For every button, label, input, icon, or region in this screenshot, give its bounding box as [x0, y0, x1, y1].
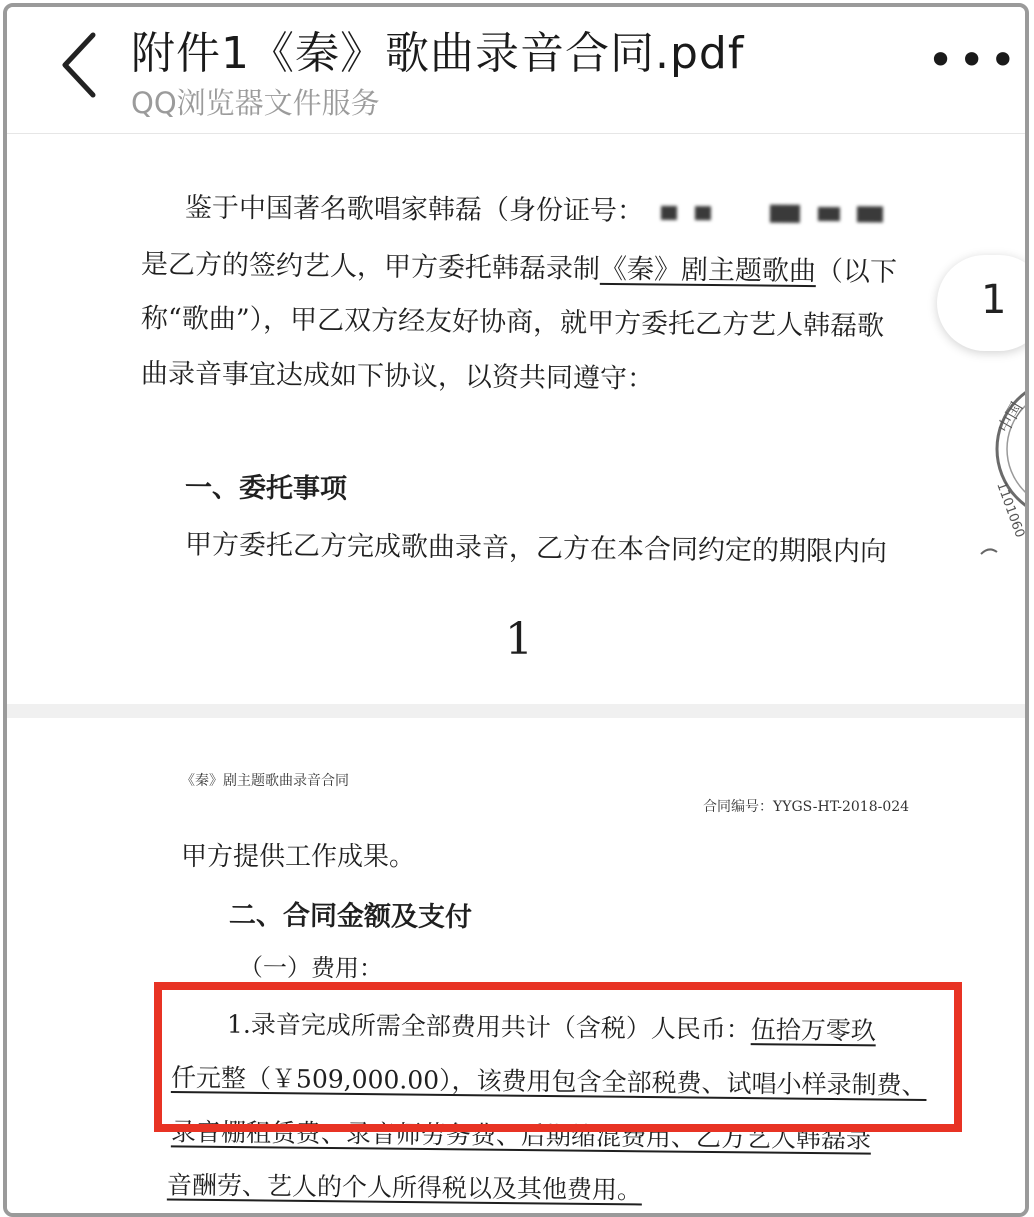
top-bar — [7, 7, 1025, 134]
section-heading: 一、委托事项 — [184, 472, 348, 505]
page-number: 1 — [505, 614, 533, 665]
underlined-text: 音酬劳、艺人的个人所得税以及其他费用。 — [166, 1170, 643, 1205]
text-line: 是乙方的签约艺人，甲方委托韩磊录制 — [140, 249, 601, 285]
underlined-text: 《秦》剧主题歌曲 — [599, 253, 817, 288]
paragraph-line: 曲录音事宜达成如下协议，以资共同遵守： — [140, 358, 655, 395]
redacted-mark — [770, 204, 800, 222]
pdf-page-2 — [7, 718, 1025, 1213]
underlined-text: 录音棚租赁费、录音师劳务费、后期缩混费用、乙方艺人韩磊录 — [170, 1117, 872, 1154]
screen-frame — [3, 3, 1029, 1217]
paragraph-line — [185, 186, 883, 230]
more-options-icon[interactable]: ••• — [927, 33, 1021, 87]
redacted-mark — [661, 205, 677, 219]
paragraph-line: 甲方委托乙方完成歌曲录音，乙方在本合同约定的期限内向 — [184, 529, 888, 568]
contract-number: 合同编号：YYGS-HT-2018-024 — [703, 799, 910, 815]
svg-text:中国: 中国 — [994, 398, 1027, 436]
redacted-mark — [695, 206, 711, 220]
text-line: （以下 — [815, 256, 898, 288]
chevron-left-icon[interactable] — [53, 27, 113, 103]
text-line: 1.录音完成所需全部费用共计（含税）人民币： — [226, 1009, 751, 1045]
seal-stamp-icon — [967, 374, 1029, 564]
page-indicator-number: 1 — [981, 277, 1007, 323]
paragraph-line — [141, 242, 897, 289]
redacted-mark — [857, 206, 883, 222]
section-heading: 二、合同金额及支付 — [228, 899, 473, 934]
underlined-text: 伍拾万零玖 — [750, 1015, 876, 1046]
text-line: 鉴于中国著名歌唱家韩磊（身份证号： — [184, 192, 645, 227]
paragraph-line: 甲方提供工作成果。 — [181, 842, 416, 872]
redacted-mark — [818, 206, 840, 220]
underlined-text: 仟元整（￥509,000.00），该费用包含全部税费、试唱小样录制费、 — [170, 1063, 927, 1100]
pdf-page-1 — [7, 134, 1028, 704]
svg-text:1101060: 1101060 — [993, 480, 1028, 540]
page-indicator[interactable] — [937, 255, 1029, 351]
page-separator — [7, 704, 1025, 718]
paragraph-line: 称“歌曲”），甲乙双方经友好协商，就甲方委托乙方艺人韩磊歌 — [140, 303, 885, 342]
document-title: 附件1《秦》歌曲录音合同.pdf — [131, 28, 745, 79]
document-header: 《秦》剧主题歌曲录音合同 — [181, 773, 349, 789]
subsection-heading: （一）费用： — [238, 953, 384, 983]
highlight-box — [154, 982, 962, 1132]
service-subtitle: QQ浏览器文件服务 — [131, 86, 380, 120]
